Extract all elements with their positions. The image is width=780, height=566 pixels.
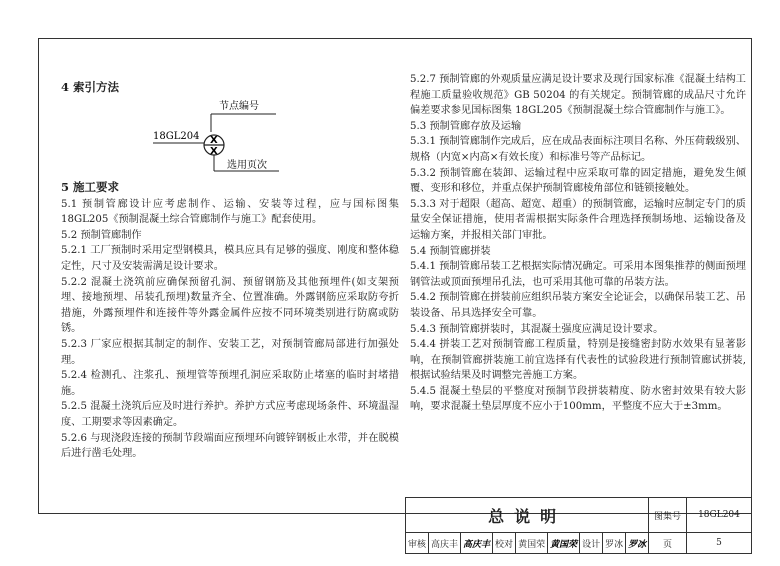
reviewer-name-cell: 高庆丰 <box>429 533 461 554</box>
checker-name-cell: 黄国荣 <box>516 533 548 554</box>
para-5-4-3: 5.4.3 预制管廊拼装时，其混凝土强度应满足设计要求。 <box>410 323 664 335</box>
designer-name-cell: 罗冰 <box>603 533 626 554</box>
page-label-cell: 页 <box>649 533 687 554</box>
para-5-4-2: 5.4.2 预制管廊在拼装前应组织吊装方案安全论证会，以确保吊装工艺、吊装设备、吊具选择安全可靠。 <box>410 292 746 319</box>
para-5-2-2: 5.2.2 混凝土浇筑前应确保预留孔洞、预留钢筋及其他预埋件(如支架预埋、接地预埋、吊装孔预埋)数量齐全、位置准确。外露钢筋应采取防夸折措施，外露预埋件和连接件等外露金属件应按不同环境类别进行防腐或防锈。 <box>61 276 399 335</box>
title-block-table <box>405 497 752 554</box>
para-5-1: 5.1 预制管廊设计应考虑制作、运输、安装等过程，应与国标图集18GL205《预制混凝土综合管廊制作与施工》配套使用。 <box>61 198 399 226</box>
para-5-3-3: 5.3.3 对于超限（超高、超宽、超重）的预制管廊，运输时应制定专门的质量安全保证措施，使用者需根据实际条件合理选择预制场地、运输设备及运输方案，并报相关部门审批。 <box>410 198 746 241</box>
right-column <box>410 72 746 415</box>
para-5-3-1: 5.3.1 预制管廊制作完成后，应在成品表面标注项目名称、外压荷载级别、规格（内宽×内高×有效长度）和标准号等产品标记。 <box>410 136 746 163</box>
index-symbol-bottom-char: X <box>210 146 218 157</box>
review-label-cell: 审核 <box>406 533 429 554</box>
para-5-4-4: 5.4.4 拼装工艺对预制管廊工程质量，特别是接缝密封防水效果有显著影响，在预制管廊拼装施工前宜选择有代表性的试验段进行预制管廊试拼装,根据试验结果及时调整完善施工方案。 <box>410 339 746 382</box>
check-label-cell: 校对 <box>493 533 516 554</box>
page-selection-label: 选用页次 <box>227 160 267 171</box>
para-5-2-7: 5.2.7 预制管廊的外观质量应满足设计要求及现行国家标准《混凝土结构工程施工质量验收规范》GB 50204 的有关规定。预制管廊的成品尺寸允许偏差要求参见国标图集 18GL205《预制混凝土综合管廊制作与施工》。 <box>410 74 746 117</box>
para-5-2: 5.2 预制管廊制作 <box>61 229 142 241</box>
checker-signature: 黄国荣 <box>548 533 580 554</box>
para-5-4-1: 5.4.1 预制管廊吊装工艺根据实际情况确定。可采用本图集推荐的侧面预埋钢管法或顶面预埋吊孔法，也可采用其他可靠的吊装方法。 <box>410 261 746 288</box>
index-method-diagram <box>61 97 399 189</box>
para-5-3: 5.3 预制管廊存放及运输 <box>410 120 522 132</box>
para-5-4-5: 5.4.5 混凝土垫层的平整度对预制节段拼装精度、防水密封效果有较大影响，要求混凝土垫层厚度不应小于100mm，平整度不应大于±3mm。 <box>410 385 746 413</box>
drawing-sheet <box>38 38 752 550</box>
section5 <box>61 180 399 462</box>
drawing-title: 总说明 <box>406 498 649 533</box>
para-5-3-2: 5.3.2 预制管廊在装卸、运输过程中应采取可靠的固定措施，避免发生倾覆、变形和移位，并重点保护预制管廊棱角部位和链锁接触处。 <box>410 167 746 195</box>
atlas-number-cell: 18GL204 <box>686 498 751 533</box>
atlas-number-label-cell: 图集号 <box>649 498 687 533</box>
reviewer-signature: 高庆丰 <box>461 533 493 554</box>
design-label-cell: 设计 <box>580 533 603 554</box>
section4-heading: 4 索引方法 <box>61 80 120 94</box>
atlas-number-label: 18GL204 <box>153 131 200 142</box>
page-number-cell: 5 <box>686 533 751 554</box>
para-5-4: 5.4 预制管廊拼装 <box>410 245 491 257</box>
para-5-2-5: 5.2.5 混凝土浇筑后应及时进行养护。养护方式应考虑现场条件、环境温湿度、工期要求等因素确定。 <box>61 401 399 428</box>
para-5-2-6: 5.2.6 与现浇段连接的预制节段端面应预埋环向镀锌钢板止水带，并在脱模后进行凿毛处理。 <box>61 432 399 460</box>
index-symbol-top-char: X <box>210 135 218 146</box>
para-5-2-4: 5.2.4 检测孔、注浆孔、预埋管等预埋孔洞应采取防止堵塞的临时封堵措施。 <box>61 370 399 397</box>
para-5-2-3: 5.2.3 厂家应根据其制定的制作、安装工艺，对预制管廊局部进行加强处理。 <box>61 338 399 366</box>
section5-heading: 5 施工要求 <box>61 180 120 194</box>
title-block <box>405 497 752 554</box>
node-number-label: 节点编号 <box>219 101 259 112</box>
designer-signature: 罗冰 <box>626 533 649 554</box>
para-5-2-1: 5.2.1 工厂预制时采用定型钢模具，模具应具有足够的强度、刚度和整体稳定性，尺寸及安装需满足设计要求。 <box>61 245 399 272</box>
